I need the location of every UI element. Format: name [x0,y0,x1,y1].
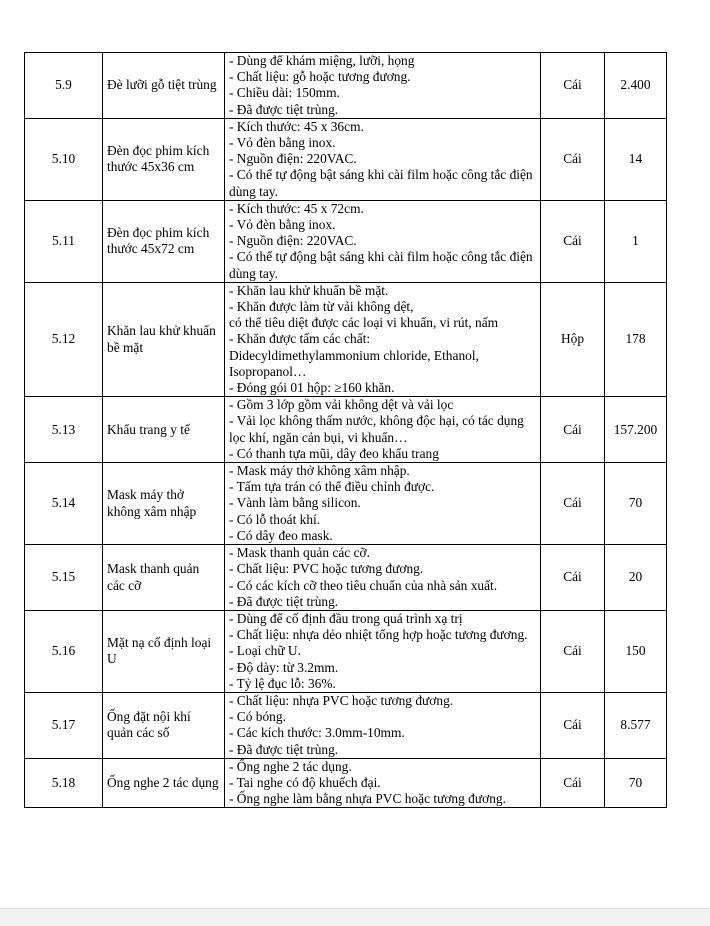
item-specification [225,463,541,545]
spec-line: - Có thể tự động bật sáng khi cài film hoặc công tắc điện dùng tay. [229,167,533,199]
spec-line: - Có các kích cỡ theo tiêu chuẩn của nhà sản xuất. [229,577,498,593]
equipment-table [24,52,667,808]
spec-line: - Khăn lau khử khuẩn bề mặt. [229,282,389,298]
item-unit: Cái [541,118,605,200]
spec-line: - Mask thanh quản các cỡ. [229,545,370,561]
item-name: Đèn đọc phim kích thước 45x72 cm [103,200,225,282]
item-name: Đèn đọc phim kích thước 45x36 cm [103,118,225,200]
item-quantity: 150 [605,610,667,692]
item-number: 5.13 [25,397,103,463]
spec-line: - Có lỗ thoát khí. [229,511,321,527]
table-row [25,200,667,282]
item-quantity: 2.400 [605,53,667,119]
spec-line: - Chiều dài: 150mm. [229,85,340,101]
spec-line: - Đã được tiệt trùng. [229,101,339,117]
equipment-table-body [25,53,667,808]
spec-line: - Kích thước: 45 x 72cm. [229,200,364,216]
spec-line: - Tỷ lệ đục lỗ: 36%. [229,675,336,691]
item-specification [225,545,541,611]
spec-line: - Chất liệu: PVC hoặc tương đương. [229,561,424,577]
table-row [25,397,667,463]
spec-line: - Tấm tựa trán có thể điều chỉnh được. [229,479,435,495]
spec-line: - Có thanh tựa mũi, dây đeo khẩu trang [229,445,439,461]
table-row [25,463,667,545]
item-quantity: 14 [605,118,667,200]
table-row [25,692,667,758]
item-quantity: 8.577 [605,692,667,758]
item-quantity: 20 [605,545,667,611]
item-number: 5.9 [25,53,103,119]
item-unit: Cái [541,545,605,611]
item-specification [225,53,541,119]
spec-line: Didecyldimethylammonium chloride, Ethanol, Isopropanol… [229,347,479,379]
table-row [25,610,667,692]
item-number: 5.10 [25,118,103,200]
item-number: 5.11 [25,200,103,282]
spec-line: - Gồm 3 lớp gồm vải không dệt và vải lọc [229,397,454,413]
spec-line: - Khăn được tẩm các chất: [229,331,371,347]
page-bottom-margin [0,908,710,926]
item-specification [225,610,541,692]
item-number: 5.17 [25,692,103,758]
spec-line: - Đã được tiệt trùng. [229,593,339,609]
item-name: Mask máy thở không xâm nhập [103,463,225,545]
table-row [25,118,667,200]
item-number: 5.18 [25,758,103,808]
item-number: 5.16 [25,610,103,692]
spec-line: - Có bóng. [229,709,286,725]
spec-line: - Độ dày: từ 3.2mm. [229,659,339,675]
spec-line: - Vành làm bằng silicon. [229,495,361,511]
spec-line: - Các kích thước: 3.0mm-10mm. [229,725,405,741]
item-quantity: 70 [605,463,667,545]
spec-line: - Tai nghe có độ khuếch đại. [229,774,381,790]
item-specification [225,692,541,758]
spec-line: - Có thể tự động bật sáng khi cài film hoặc công tắc điện dùng tay. [229,249,533,281]
spec-line: - Chất liệu: nhựa dẻo nhiệt tổng hợp hoặc tương đương. [229,627,528,643]
spec-line: - Chất liệu: nhựa PVC hoặc tương đương. [229,692,454,708]
item-specification [225,758,541,808]
item-unit: Cái [541,692,605,758]
item-name: Mặt nạ cố định loại U [103,610,225,692]
item-name: Khẩu trang y tế [103,397,225,463]
spec-line: - Loại chữ U. [229,643,301,659]
spec-line: - Nguồn điện: 220VAC. [229,233,357,249]
spec-line: - Khăn được làm từ vải không dệt, [229,299,414,315]
spec-line: - Đã được tiệt trùng. [229,741,339,757]
item-unit: Cái [541,758,605,808]
item-name: Ống đặt nội khí quản các số [103,692,225,758]
item-specification [225,200,541,282]
item-specification [225,397,541,463]
item-unit: Cái [541,610,605,692]
spec-line: - Mask máy thở không xâm nhập. [229,463,410,479]
item-unit: Cái [541,397,605,463]
spec-line: - Chất liệu: gỗ hoặc tương đương. [229,69,411,85]
spec-line: - Vỏ đèn bằng inox. [229,135,336,151]
spec-line: - Dùng để cố định đầu trong quá trình xạ trị [229,610,463,626]
item-unit: Cái [541,463,605,545]
spec-line: - Ống nghe làm bằng nhựa PVC hoặc tương đương. [229,791,506,807]
item-unit: Hộp [541,282,605,396]
spec-line: có thể tiêu diệt được các loại vi khuẩn, vi rút, nấm [229,315,499,331]
item-quantity: 157.200 [605,397,667,463]
item-number: 5.15 [25,545,103,611]
item-unit: Cái [541,53,605,119]
spec-line: - Đóng gói 01 hộp: ≥160 khăn. [229,380,395,396]
item-quantity: 1 [605,200,667,282]
spec-line: - Có dây đeo mask. [229,527,333,543]
item-name: Mask thanh quản các cỡ [103,545,225,611]
spec-line: - Vải lọc không thấm nước, không độc hại, có tác dụng lọc khí, ngăn cản bụi, vi khuẩn… [229,413,524,445]
item-name: Đè lưỡi gỗ tiệt trùng [103,53,225,119]
table-row [25,53,667,119]
item-specification [225,282,541,396]
table-row [25,545,667,611]
spec-line: - Ống nghe 2 tác dụng. [229,758,352,774]
item-number: 5.12 [25,282,103,396]
item-name: Ống nghe 2 tác dụng [103,758,225,808]
item-quantity: 70 [605,758,667,808]
table-row [25,282,667,396]
spec-line: - Vỏ đèn bằng inox. [229,217,336,233]
item-number: 5.14 [25,463,103,545]
item-name: Khăn lau khử khuẩn bề mặt [103,282,225,396]
item-quantity: 178 [605,282,667,396]
spec-line: - Kích thước: 45 x 36cm. [229,118,364,134]
table-row [25,758,667,808]
item-unit: Cái [541,200,605,282]
spec-line: - Nguồn điện: 220VAC. [229,151,357,167]
spec-line: - Dùng để khám miệng, lưỡi, họng [229,53,415,68]
item-specification [225,118,541,200]
